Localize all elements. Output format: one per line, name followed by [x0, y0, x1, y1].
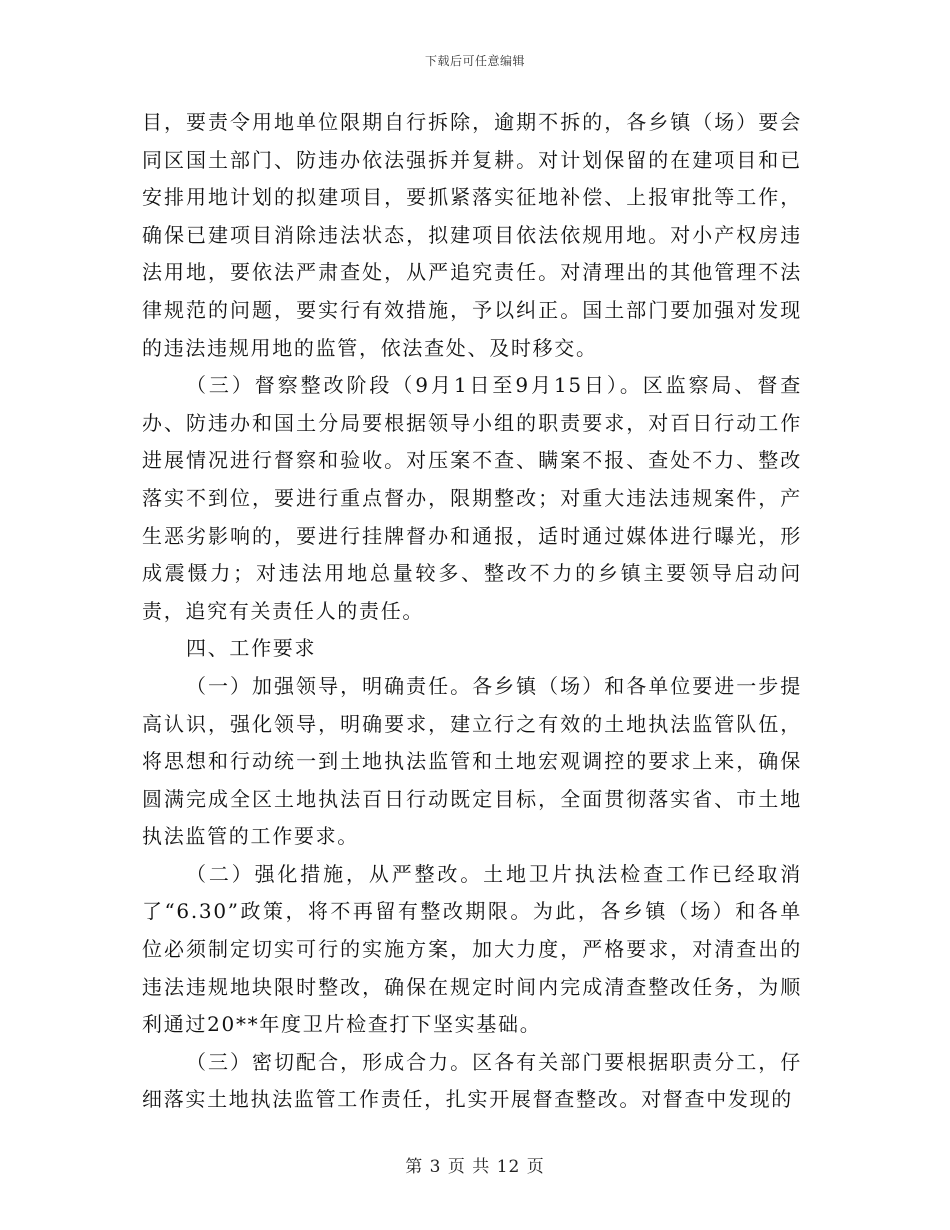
paragraph-requirement-2: （二）强化措施，从严整改。土地卫片执法检查工作已经取消了“6.30”政策，将不再留有整改期限。为此，各乡镇（场）和各单位必须制定切实可行的实施方案，加大力度，严格要求，对清查出的违法违规地块限时整改，确保在规定时间内完成清查整改任务，为顺利通过20**年度卫片检查打下坚实基础。: [142, 861, 802, 1037]
paragraph-requirement-1: （一）加强领导，明确责任。各乡镇（场）和各单位要进一步提高认识，强化领导，明确要求，建立行之有效的土地执法监管队伍，将思想和行动统一到土地执法监管和土地宏观调控的要求上来，确保圆满完成全区土地执法百日行动既定目标，全面贯彻落实省、市土地执法监管的工作要求。: [142, 673, 802, 849]
paragraph-continuation: 目，要责令用地单位限期自行拆除，逾期不拆的，各乡镇（场）要会同区国土部门、防违办依法强拆并复耕。对计划保留的在建项目和已安排用地计划的拟建项目，要抓紧落实征地补偿、上报审批等工作，确保已建项目消除违法状态，拟建项目依法依规用地。对小产权房违法用地，要依法严肃查处，从严追究责任。对清理出的其他管理不法律规范的问题，要实行有效措施，予以纠正。国土部门要加强对发现的违法违规用地的监管，依法查处、及时移交。: [142, 110, 802, 360]
paragraph-supervision-stage: （三）督察整改阶段（9月1日至9月15日）。区监察局、督查办、防违办和国土分局要根据领导小组的职责要求，对百日行动工作进展情况进行督察和验收。对压案不查、瞒案不报、查处不力、整改落实不到位，要进行重点督办，限期整改；对重大违法违规案件，产生恶劣影响的，要进行挂牌督办和通报，适时通过媒体进行曝光，形成震慑力；对违法用地总量较多、整改不力的乡镇主要领导启动问责，追究有关责任人的责任。: [142, 373, 802, 623]
page-header: 下载后可任意编辑: [424, 54, 525, 68]
paragraph-requirement-3: （三）密切配合，形成合力。区各有关部门要根据职责分工，仔细落实土地执法监管工作责任，扎实开展督查整改。对督查中发现的: [142, 1049, 802, 1112]
section-heading-work-requirements: 四、工作要求: [186, 636, 317, 661]
document-body: [142, 104, 802, 1119]
page-number-footer: 第 3 页 共 12 页: [405, 1157, 545, 1177]
